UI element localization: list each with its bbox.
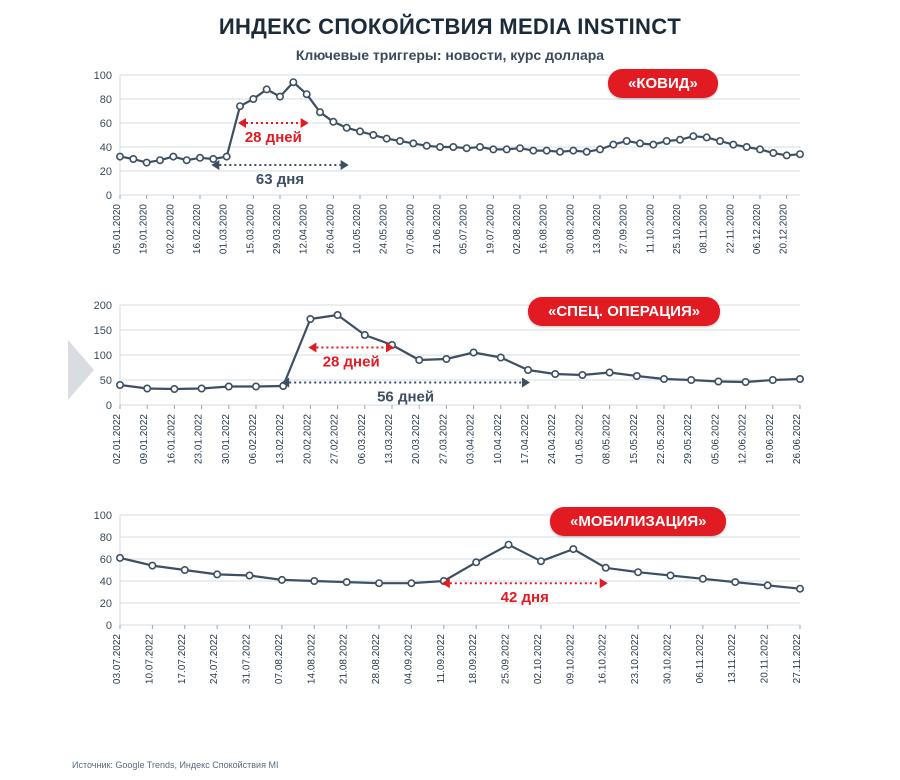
badge-operation: «СПЕЦ. ОПЕРАЦИЯ» bbox=[528, 297, 720, 326]
svg-text:16.02.2020: 16.02.2020 bbox=[192, 204, 203, 255]
svg-text:56 дней: 56 дней bbox=[377, 388, 435, 406]
svg-text:05.07.2020: 05.07.2020 bbox=[458, 203, 470, 255]
chart-operation bbox=[0, 293, 900, 503]
chart-panel-mobilization bbox=[0, 503, 900, 718]
svg-text:40: 40 bbox=[99, 142, 112, 154]
svg-text:60: 60 bbox=[99, 554, 112, 566]
svg-text:20.12.2020: 20.12.2020 bbox=[778, 204, 790, 255]
svg-text:17.07.2022: 17.07.2022 bbox=[176, 634, 188, 685]
svg-text:22.11.2020: 22.11.2020 bbox=[725, 204, 737, 254]
svg-text:29.03.2020: 29.03.2020 bbox=[272, 204, 283, 255]
svg-text:06.12.2020: 06.12.2020 bbox=[752, 204, 763, 255]
badge-covid: «КОВИД» bbox=[608, 69, 718, 98]
svg-text:30.01.2022: 30.01.2022 bbox=[220, 414, 232, 465]
svg-text:08.11.2020: 08.11.2020 bbox=[698, 204, 710, 254]
svg-text:50: 50 bbox=[99, 375, 112, 387]
svg-text:01.05.2022: 01.05.2022 bbox=[574, 414, 586, 465]
svg-text:11.10.2020: 11.10.2020 bbox=[645, 204, 657, 254]
svg-text:11.09.2022: 11.09.2022 bbox=[435, 634, 447, 684]
svg-text:0: 0 bbox=[105, 620, 112, 632]
svg-text:28 дней: 28 дней bbox=[244, 129, 302, 146]
svg-text:30.10.2022: 30.10.2022 bbox=[662, 634, 674, 685]
svg-text:13.09.2020: 13.09.2020 bbox=[592, 204, 603, 255]
svg-text:10.05.2020: 10.05.2020 bbox=[352, 204, 363, 255]
svg-text:26.06.2022: 26.06.2022 bbox=[792, 414, 803, 465]
svg-text:16.01.2022: 16.01.2022 bbox=[166, 414, 178, 465]
svg-text:20: 20 bbox=[99, 598, 112, 610]
svg-text:15.03.2020: 15.03.2020 bbox=[245, 203, 257, 255]
svg-text:27.09.2020: 27.09.2020 bbox=[618, 204, 630, 255]
chart-mobilization bbox=[0, 503, 900, 718]
svg-text:06.02.2022: 06.02.2022 bbox=[248, 414, 259, 465]
svg-text:0: 0 bbox=[105, 190, 112, 202]
svg-text:23.10.2022: 23.10.2022 bbox=[630, 634, 642, 685]
svg-text:19.01.2020: 19.01.2020 bbox=[138, 204, 150, 255]
svg-text:06.03.2022: 06.03.2022 bbox=[356, 414, 368, 465]
svg-text:20: 20 bbox=[99, 166, 112, 178]
svg-text:02.08.2020: 02.08.2020 bbox=[512, 204, 523, 255]
svg-text:18.09.2022: 18.09.2022 bbox=[468, 634, 480, 685]
svg-text:24.05.2020: 24.05.2020 bbox=[378, 204, 390, 255]
svg-text:02.02.2020: 02.02.2020 bbox=[165, 204, 177, 255]
svg-text:23.01.2022: 23.01.2022 bbox=[193, 414, 205, 465]
svg-text:06.11.2022: 06.11.2022 bbox=[694, 634, 706, 684]
svg-text:05.01.2020: 05.01.2020 bbox=[112, 204, 123, 255]
svg-text:26.04.2020: 26.04.2020 bbox=[325, 204, 337, 255]
svg-text:07.06.2020: 07.06.2020 bbox=[405, 204, 417, 255]
svg-text:60: 60 bbox=[99, 118, 112, 130]
svg-text:22.05.2022: 22.05.2022 bbox=[656, 414, 667, 465]
svg-text:13.02.2022: 13.02.2022 bbox=[275, 414, 287, 465]
svg-text:20.02.2022: 20.02.2022 bbox=[302, 414, 314, 465]
svg-text:19.06.2022: 19.06.2022 bbox=[764, 414, 776, 465]
source-note: Источник: Google Trends, Индекс Спокойствия MI bbox=[72, 760, 279, 770]
svg-text:40: 40 bbox=[99, 576, 112, 588]
svg-text:200: 200 bbox=[93, 300, 112, 312]
svg-text:10.04.2022: 10.04.2022 bbox=[492, 414, 504, 465]
svg-text:07.08.2022: 07.08.2022 bbox=[273, 634, 285, 685]
svg-text:12.06.2022: 12.06.2022 bbox=[737, 414, 749, 465]
svg-text:42 дня: 42 дня bbox=[500, 589, 549, 607]
svg-text:29.05.2022: 29.05.2022 bbox=[683, 414, 695, 465]
svg-text:20.11.2022: 20.11.2022 bbox=[759, 634, 771, 684]
svg-text:100: 100 bbox=[93, 70, 112, 82]
svg-text:30.08.2020: 30.08.2020 bbox=[565, 204, 577, 255]
chart-covid bbox=[0, 63, 900, 293]
svg-text:09.10.2022: 09.10.2022 bbox=[565, 634, 577, 685]
svg-text:02.10.2022: 02.10.2022 bbox=[532, 634, 544, 685]
svg-text:21.06.2020: 21.06.2020 bbox=[432, 204, 443, 255]
svg-text:05.06.2022: 05.06.2022 bbox=[710, 414, 722, 465]
svg-text:16.08.2020: 16.08.2020 bbox=[538, 204, 550, 255]
svg-text:12.04.2020: 12.04.2020 bbox=[298, 204, 310, 255]
svg-text:150: 150 bbox=[93, 325, 112, 337]
svg-text:13.03.2022: 13.03.2022 bbox=[384, 414, 395, 465]
svg-text:16.10.2022: 16.10.2022 bbox=[597, 634, 609, 685]
svg-text:08.05.2022: 08.05.2022 bbox=[601, 414, 613, 465]
svg-text:20.03.2022: 20.03.2022 bbox=[411, 414, 423, 465]
svg-text:28.08.2022: 28.08.2022 bbox=[371, 634, 383, 685]
svg-text:19.07.2020: 19.07.2020 bbox=[485, 204, 497, 255]
svg-text:13.11.2022: 13.11.2022 bbox=[727, 634, 739, 684]
svg-text:21.08.2022: 21.08.2022 bbox=[338, 634, 350, 685]
svg-text:27.11.2022: 27.11.2022 bbox=[792, 634, 803, 684]
svg-text:03.07.2022: 03.07.2022 bbox=[112, 634, 123, 685]
svg-text:03.04.2022: 03.04.2022 bbox=[465, 413, 477, 465]
svg-text:24.07.2022: 24.07.2022 bbox=[209, 634, 221, 685]
svg-text:10.07.2022: 10.07.2022 bbox=[144, 634, 156, 685]
chart-panel-covid bbox=[0, 63, 900, 293]
svg-text:80: 80 bbox=[99, 94, 112, 106]
svg-text:15.05.2022: 15.05.2022 bbox=[628, 414, 640, 465]
page-title: ИНДЕКС СПОКОЙСТВИЯ MEDIA INSTINCT bbox=[218, 14, 682, 39]
svg-text:14.08.2022: 14.08.2022 bbox=[306, 634, 318, 685]
svg-text:24.04.2022: 24.04.2022 bbox=[547, 414, 559, 465]
page-subtitle: Ключевые триггеры: новости, курс доллара bbox=[295, 47, 605, 63]
svg-text:100: 100 bbox=[93, 350, 112, 362]
svg-text:25.10.2020: 25.10.2020 bbox=[672, 204, 683, 255]
svg-text:04.09.2022: 04.09.2022 bbox=[403, 634, 415, 685]
svg-text:09.01.2022: 09.01.2022 bbox=[139, 414, 151, 465]
chart-panel-operation bbox=[0, 293, 900, 503]
svg-text:01.03.2020: 01.03.2020 bbox=[218, 204, 230, 255]
svg-text:0: 0 bbox=[105, 400, 112, 412]
svg-text:25.09.2022: 25.09.2022 bbox=[500, 634, 512, 685]
svg-text:100: 100 bbox=[93, 510, 112, 522]
svg-text:27.02.2022: 27.02.2022 bbox=[329, 414, 341, 465]
badge-mobilization: «МОБИЛИЗАЦИЯ» bbox=[550, 507, 726, 536]
svg-text:27.03.2022: 27.03.2022 bbox=[438, 414, 450, 465]
svg-text:17.04.2022: 17.04.2022 bbox=[520, 414, 531, 465]
svg-text:63 дня: 63 дня bbox=[255, 171, 305, 188]
svg-text:80: 80 bbox=[99, 532, 112, 544]
svg-text:02.01.2022: 02.01.2022 bbox=[112, 414, 123, 465]
svg-text:28 дней: 28 дней bbox=[322, 353, 380, 371]
svg-text:31.07.2022: 31.07.2022 bbox=[241, 634, 253, 685]
